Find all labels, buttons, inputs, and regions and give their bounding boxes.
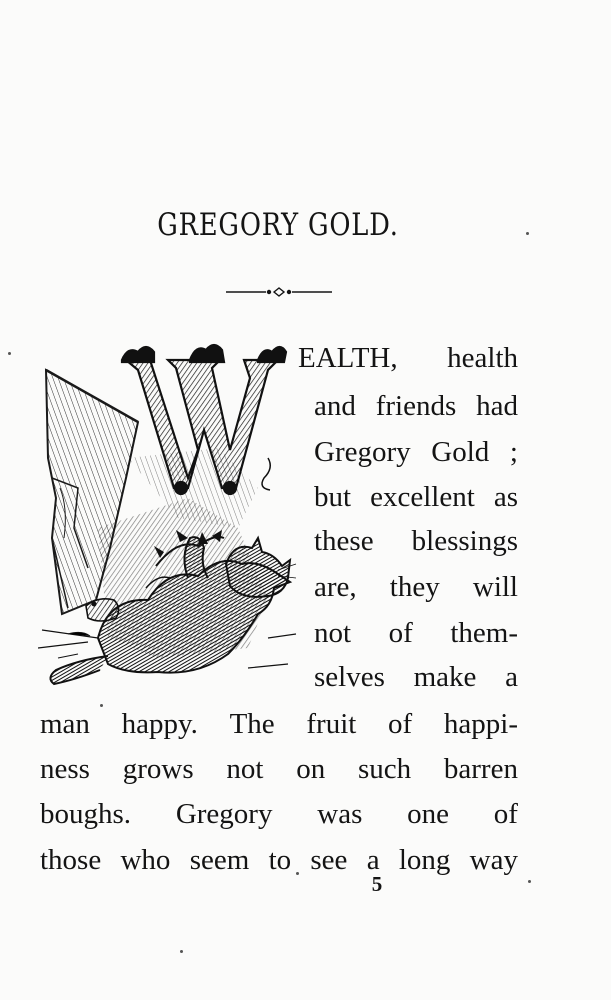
- text-line-12: [40, 843, 518, 877]
- word: a: [366, 844, 380, 876]
- word: on: [296, 753, 326, 785]
- word: a: [505, 661, 518, 693]
- word: those: [40, 844, 102, 876]
- word: seem: [189, 844, 250, 876]
- text-line-1: [298, 341, 518, 375]
- word: as: [493, 481, 518, 513]
- word: they: [389, 571, 440, 603]
- word: see: [310, 844, 348, 876]
- word: was: [317, 798, 363, 830]
- word: will: [472, 571, 518, 603]
- word: health: [447, 342, 518, 374]
- word: ;: [509, 436, 518, 468]
- word: selves: [314, 661, 385, 693]
- page-speck: [180, 950, 183, 953]
- word: man: [40, 708, 90, 740]
- text-line-8: [314, 660, 518, 694]
- word: had: [476, 390, 518, 422]
- word: them-: [450, 617, 518, 649]
- word: make: [413, 661, 477, 693]
- word: fruit: [306, 708, 357, 740]
- word: EALTH,: [298, 342, 398, 374]
- page-speck: [526, 232, 529, 235]
- word: but: [314, 481, 352, 513]
- text-line-9: [40, 707, 518, 741]
- word: friends: [375, 390, 457, 422]
- text-line-10: [40, 752, 518, 786]
- word: Gregory: [175, 798, 273, 830]
- text-line-2: [314, 389, 518, 423]
- word: one: [407, 798, 450, 830]
- word: of: [388, 708, 413, 740]
- word: barren: [443, 753, 518, 785]
- word: who: [120, 844, 171, 876]
- word: Gold: [431, 436, 490, 468]
- word: of: [493, 798, 518, 830]
- word: and: [314, 390, 356, 422]
- word: not: [226, 753, 264, 785]
- word: long: [398, 844, 451, 876]
- word: The: [229, 708, 275, 740]
- page-speck: [100, 704, 103, 707]
- word: are,: [314, 571, 357, 603]
- text-line-11: [40, 797, 518, 831]
- word: excellent: [370, 481, 475, 513]
- text-line-6: [314, 570, 518, 604]
- word: such: [357, 753, 412, 785]
- page-speck: [8, 352, 11, 355]
- page-speck: [528, 880, 531, 883]
- word: happi-: [443, 708, 518, 740]
- word: of: [388, 617, 413, 649]
- text-line-3: [314, 435, 518, 469]
- word: way: [469, 844, 518, 876]
- text-line-5: [314, 524, 518, 558]
- chapter-title: GREGORY GOLD.: [157, 207, 399, 243]
- text-line-7: [314, 616, 518, 650]
- word: these: [314, 525, 374, 557]
- word: grows: [122, 753, 194, 785]
- word: Gregory: [314, 436, 411, 468]
- word: blessings: [411, 525, 518, 557]
- page-speck: [296, 872, 299, 875]
- text-line-4: [314, 480, 518, 514]
- word: happy.: [121, 708, 198, 740]
- word: not: [314, 617, 352, 649]
- word: to: [268, 844, 292, 876]
- word: boughs.: [40, 798, 132, 830]
- title-ornament: [226, 282, 332, 302]
- page-number: 5: [371, 872, 383, 896]
- word: ness: [40, 753, 90, 785]
- drop-cap-illustration: [38, 338, 300, 690]
